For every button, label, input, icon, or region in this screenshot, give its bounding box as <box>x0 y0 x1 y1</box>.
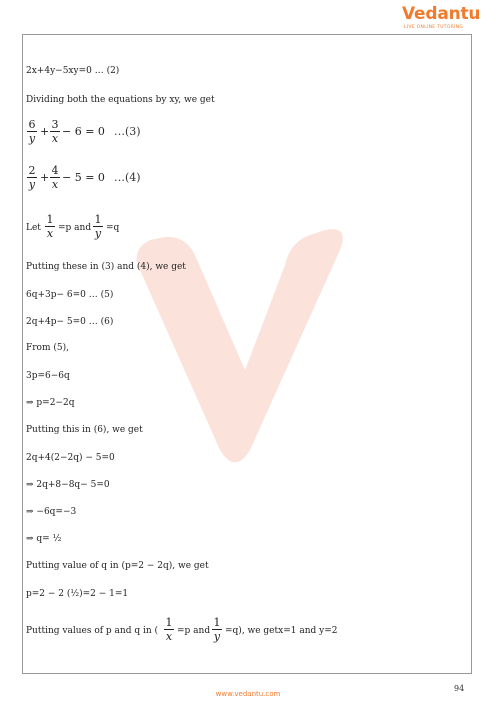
equation-2: 2x+4y−5xy=0 … (2) <box>26 66 120 76</box>
footer-url[interactable]: www.vedantu.com <box>215 690 281 698</box>
fraction: 1 x <box>165 616 173 643</box>
vedantu-logo <box>402 4 492 34</box>
fraction: 3 x <box>51 118 59 145</box>
fraction: 6 y <box>28 118 36 145</box>
logo-text: Vedantu <box>402 4 481 24</box>
fraction: 4 x <box>51 164 59 191</box>
step-line: ⇒ q= ½ <box>26 534 62 544</box>
step-line: p=2 − 2 (½)=2 − 1=1 <box>26 589 129 599</box>
step-line: ⇒ p=2−2q <box>26 398 75 408</box>
text-dividing: Dividing both the equations by xy, we get <box>26 95 215 105</box>
fraction: 1 x <box>46 213 54 240</box>
text-from: From (5), <box>26 343 69 353</box>
logo-tagline: LIVE ONLINE TUTORING <box>404 25 464 30</box>
equation-tag: …(4) <box>114 171 141 184</box>
equation-tag: …(3) <box>114 125 141 138</box>
step-line: 3p=6−6q <box>26 371 70 381</box>
fraction: 1 y <box>213 616 221 643</box>
step-line: 2q+4(2−2q) − 5=0 <box>26 453 115 463</box>
fraction: 2 y <box>28 164 36 191</box>
text-putting-this: Putting this in (6), we get <box>26 425 143 435</box>
text-putting: Putting these in (3) and (4), we get <box>26 262 186 272</box>
text-putting-value: Putting value of q in (p=2 − 2q), we get <box>26 561 209 571</box>
step-line: ⇒ −6q=−3 <box>26 507 77 517</box>
equation-6: 2q+4p− 5=0 … (6) <box>26 317 114 327</box>
vedantu-watermark-icon <box>110 180 370 480</box>
step-line: ⇒ 2q+8−8q− 5=0 <box>26 480 110 490</box>
fraction: 1 y <box>94 213 102 240</box>
page-number: 94 <box>454 684 465 693</box>
equation-5: 6q+3p− 6=0 … (5) <box>26 290 114 300</box>
